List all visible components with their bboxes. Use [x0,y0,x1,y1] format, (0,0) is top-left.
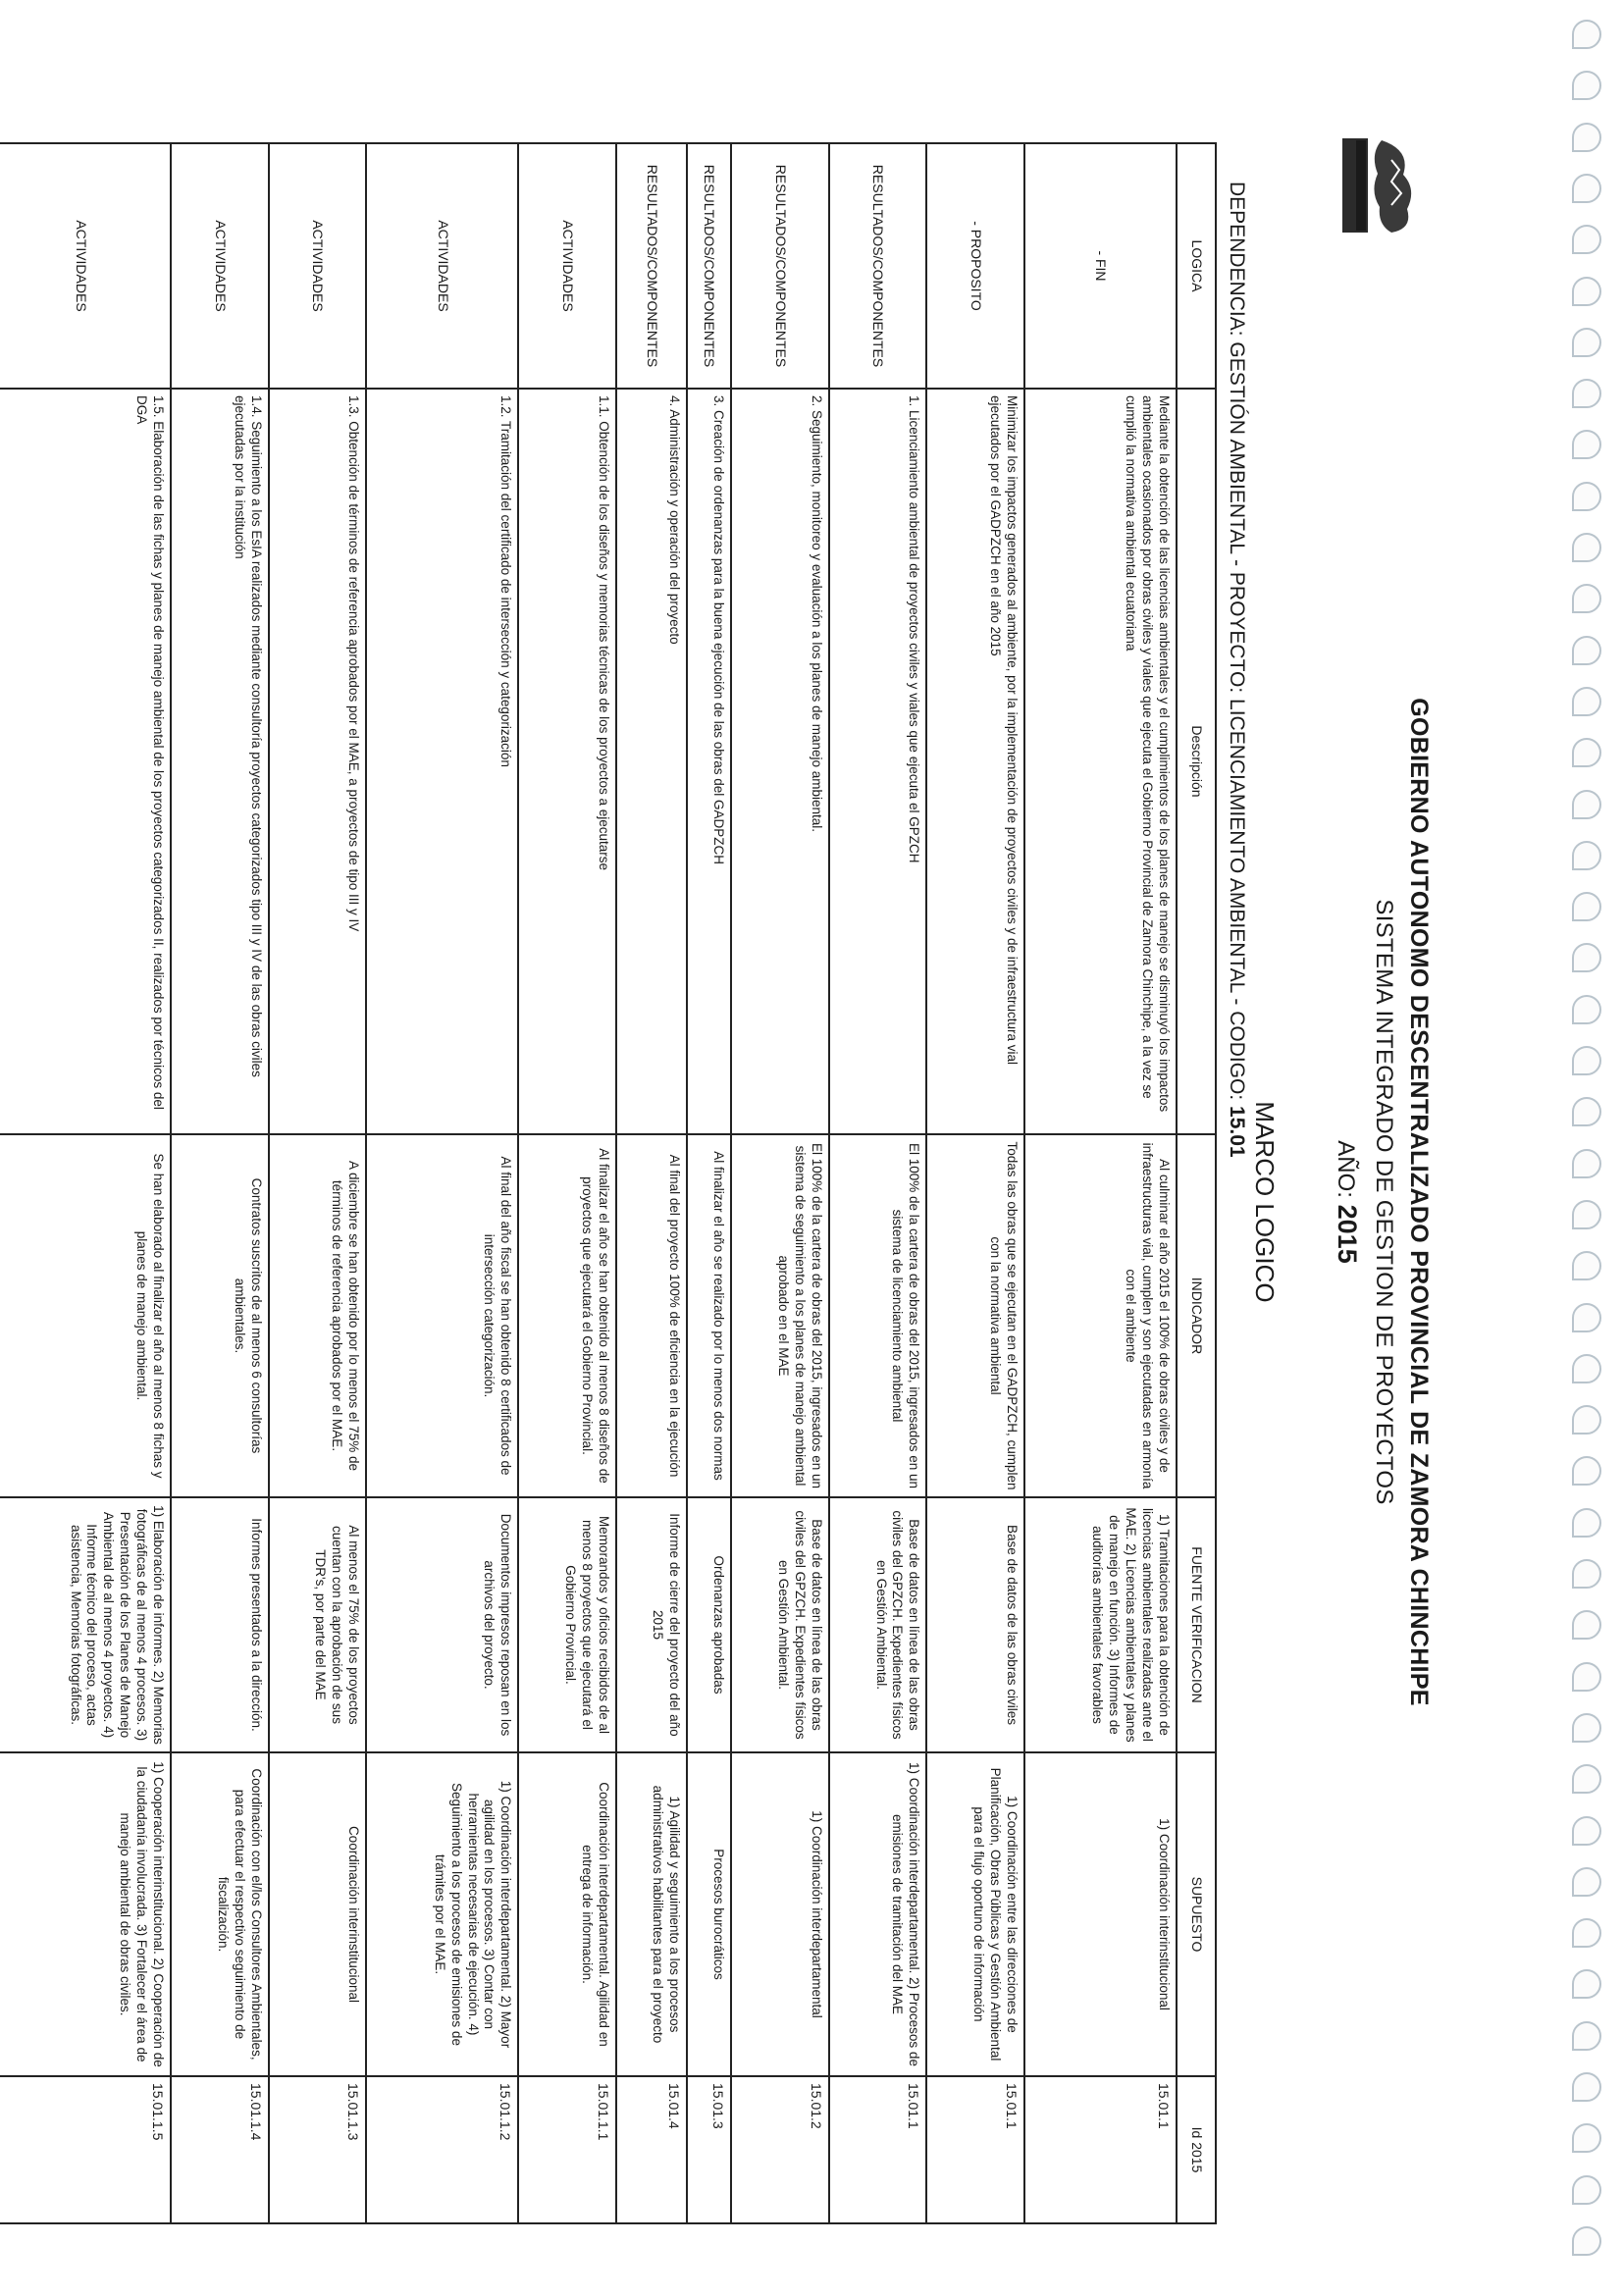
binding-hole [1572,1303,1601,1332]
cell-descripcion: 1.2. Tramitación del certificado de intersección y categorización [366,389,518,1134]
binding-hole [1572,892,1601,921]
cell-fuente: Informes presentados a la dirección. [171,1497,269,1752]
dependencia-text: DEPENDENCIA: GESTIÓN AMBIENTAL - PROYECTO: LICENCIAMIENTO AMBIENTAL - CODIGO: [1226,182,1248,1107]
binding-hole [1572,636,1601,665]
cell-indicador: Todas las obras que se ejecutan en el GADPZCH, cumplen con la normativa ambiental [926,1134,1024,1497]
table-row [0,143,171,2223]
cell-id: 15.01.1.4 [171,2076,269,2223]
cell-logica: ACTIVIDADES [518,143,616,389]
page-subtitle: SISTEMA INTEGRADO DE GESTION DE PROYECTOS [1371,899,1397,1505]
cell-descripcion: 4. Administración y operación del proyecto [616,389,687,1134]
cell-logica: RESULTADOS/COMPONENTES [731,143,829,389]
binding-hole [1572,1713,1601,1743]
cell-descripcion: 1.3. Obtención de términos de referencia aprobados por el MAE, a proyectos de tipo III y IV [269,389,367,1134]
cell-id: 15.01.1.2 [366,2076,518,2223]
cell-supuesto: Coordinación con el/los Consultores Ambientales, para efectuar el respectivo seguimiento de fiscalización. [171,1752,269,2076]
cell-indicador: Al final del proyecto 100% de eficiencia en la ejecución [616,1134,687,1497]
binding-hole [1572,1405,1601,1435]
cell-id: 15.01.1.1 [518,2076,616,2223]
binding-hole [1572,174,1601,203]
cell-id: 15.01.2 [731,2076,829,2223]
binding-hole [1572,1149,1601,1178]
binding-hole [1572,995,1601,1024]
binding-hole [1572,379,1601,408]
cell-indicador: Se han elaborado al finalizar el año al menos 8 fichas y planes de manejo ambiental. [0,1134,171,1497]
binding-hole [1572,328,1601,357]
binding-hole [1572,482,1601,511]
binding-hole [1572,71,1601,100]
binding-hole [1572,738,1601,767]
cell-indicador: Al culminar el año 2015 el 100% de obras civiles y de infraestructuras vial, cumplen y son ejecutadas en armonía con el ambiente [1024,1134,1177,1497]
year-line [1332,123,1362,2281]
binding-hole [1572,225,1601,254]
cell-supuesto: Procesos burocráticos [687,1752,731,2076]
cell-supuesto: 1) Coordinación entre las direcciones de Planificación, Obras Públicas y Gestión Ambiental para el flujo oportuno de información [926,1752,1024,2076]
cell-indicador: Contratos suscritos de al menos 6 consultorías ambientales. [171,1134,269,1497]
cell-descripcion: 1.4. Seguimiento a los EsIA realizados mediante consultoría proyectos categorizados tipo III y IV de las obras civiles ejecutadas por la institución [171,389,269,1134]
cell-supuesto: 1) Cooperación interinstitucional. 2) Cooperación de la ciudadanía involucrada. 3) Fortalecer el área de manejo ambiental de obras civiles. [0,1752,171,2076]
cell-descripcion: 2. Seguimiento, monitoreo y evaluación a los planes de manejo ambiental. [731,389,829,1134]
cell-logica: ACTIVIDADES [269,143,367,389]
landscape-sheet [0,123,1442,2281]
table-row [366,143,518,2223]
cell-supuesto: Coordinación interdepartamental. Agilidad en entrega de información. [518,1752,616,2076]
cell-logica: - FIN [1024,143,1177,389]
binding-hole [1572,943,1601,972]
cell-id: 15.01.1.3 [269,2076,367,2223]
cell-fuente: Base de datos en línea de las obras civiles del GPZCH. Expedientes físicos en Gestión Ambiental. [731,1497,829,1752]
column-header: Descripción [1177,389,1216,1134]
binding-hole [1572,2072,1601,2102]
cell-indicador: A diciembre se han obtenido por lo menos el 75% de términos de referencia aprobados por el MAE. [269,1134,367,1497]
cell-fuente: Informe de cierre del proyecto del año 2015 [616,1497,687,1752]
table-row [171,143,269,2223]
table-row [926,143,1024,2223]
cell-fuente: 1) Tramitaciones para la obtención de licencias ambientales realizadas ante el MAE. 2) Licencias ambientales y planes de manejo en función. 3) Informes de auditorías ambientales favorables [1024,1497,1177,1752]
binding-hole [1572,430,1601,459]
cell-id: 15.01.4 [616,2076,687,2223]
table-row [829,143,927,2223]
binding-hole [1572,2021,1601,2051]
column-header: LOGICA [1177,143,1216,389]
cell-logica: RESULTADOS/COMPONENTES [687,143,731,389]
table-row [269,143,367,2223]
binding-hole [1572,1610,1601,1640]
cell-indicador: Al finalizar el año se realizado por lo menos dos normas [687,1134,731,1497]
column-header: INDICADOR [1177,1134,1216,1497]
cell-id: 15.01.1.5 [0,2076,171,2223]
binding-hole [1572,1764,1601,1794]
column-header: FUENTE VERIFICACION [1177,1497,1216,1752]
cell-logica: RESULTADOS/COMPONENTES [616,143,687,389]
cell-id: 15.01.3 [687,2076,731,2223]
binding-hole [1572,2226,1601,2256]
codigo-value: 15.01 [1226,1106,1248,1158]
cell-logica: RESULTADOS/COMPONENTES [829,143,927,389]
section-title: MARCO LOGICO [1250,1101,1280,1303]
binding-hole [1572,841,1601,870]
binding-hole [1572,2175,1601,2205]
table-row [1024,143,1177,2223]
table-row [687,143,731,2223]
cell-fuente: Documentos impresos reposan en los archivos del proyecto. [366,1497,518,1752]
cell-id: 15.01.1 [926,2076,1024,2223]
table-row [731,143,829,2223]
table-row [518,143,616,2223]
binding-hole [1572,1559,1601,1589]
cell-supuesto: 1) Coordinación interdepartamental. 2) Mayor agilidad en los procesos. 3) Contar con herramientas necesarias de ejecución. 4) Seguimiento a los procesos de emisiones de trámites por el MAE. [366,1752,518,2076]
cell-descripcion: Minimizar los impactos generados al ambiente, por la implementación de proyectos civiles y de infraestructura vial ejecutados por el GADPZCH en el año 2015 [926,389,1024,1134]
binding-hole [1572,1046,1601,1075]
cell-descripcion: 1.1. Obtención de los diseños y memorias técnicas de los proyectos a ejecutarse [518,389,616,1134]
page-title: GOBIERNO AUTONOMO DESCENTRALIZADO PROVINCIAL DE ZAMORA CHINCHIPE [1405,698,1433,1706]
binding-hole [1572,790,1601,819]
cell-descripcion: Mediante la obtención de las licencias ambientales y el cumplimientos de los planes de manejo se disminuyó los impactos ambientales ocasionados por obras civiles y viales que ejecuta el Gobierno Provincial de Zamora Chinchipe, a la vez se cumplió la normativa ambiental ecuatoriana [1024,389,1177,1134]
cell-descripcion: 3. Creación de ordenanzas para la buena ejecución de las obras del GADPZCH [687,389,731,1134]
cell-indicador: Al final del año fiscal se han obtenido 8 certificados de intersección categorización. [366,1134,518,1497]
binding-hole [1572,1816,1601,1846]
dependencia-line [1225,182,1248,1158]
column-header: SUPUESTO [1177,1752,1216,2076]
binding-hole [1572,2123,1601,2153]
cell-descripcion: 1.5. Elaboración de las fichas y planes de manejo ambiental de los proyectos categorizados II, realizados por técnicos del DGA [0,389,171,1134]
binding-hole [1572,1918,1601,1948]
year-label: AÑO: [1333,1140,1359,1198]
cell-id: 15.01.1 [1024,2076,1177,2223]
cell-fuente: Base de datos en línea de las obras civiles del GPZCH. Expedientes físicos en Gestión Ambiental. [829,1497,927,1752]
cell-fuente: Memorandos y oficios recibidos de al menos 8 proyectos que ejecutará el Gobierno Provincial. [518,1497,616,1752]
binding-hole [1572,277,1601,306]
cell-logica: ACTIVIDADES [366,143,518,389]
table-body [0,143,1177,2223]
cell-fuente: Ordenanzas aprobadas [687,1497,731,1752]
column-header: Id 2015 [1177,2076,1216,2223]
binding-hole [1572,20,1601,49]
cell-indicador: El 100% de la cartera de obras del 2015, ingresados en un sistema de seguimiento a los planes de manejo ambiental aprobado en el MAE [731,1134,829,1497]
cell-fuente: Base de datos de las obras civiles [926,1497,1024,1752]
cell-fuente: 1) Elaboración de informes. 2) Memorias fotográficas de al menos 4 procesos. 3) Presentación de los Planes de Manejo Ambiental de al menos 4 proyectos. 4) Informe técnico del proceso, actas asistencia, Memorias fotográficas. [0,1497,171,1752]
binding-hole [1572,584,1601,613]
cell-indicador: Al finalizar el año se han obtenido al menos 8 diseños de proyectos que ejecutará el Gobierno Provincial. [518,1134,616,1497]
spiral-binding [1572,20,1605,2276]
binding-hole [1572,1200,1601,1229]
binding-hole [1572,1456,1601,1486]
binding-hole [1572,1354,1601,1383]
binding-hole [1572,687,1601,716]
table-row [616,143,687,2223]
binding-hole [1572,1251,1601,1280]
binding-hole [1572,1867,1601,1897]
table-header-row [1177,143,1216,2223]
marco-logico-table [0,142,1217,2224]
binding-hole [1572,1508,1601,1538]
cell-indicador: El 100% de la cartera de obras del 2015, ingresados en un sistema de licenciamiento ambiental [829,1134,927,1497]
cell-supuesto: 1) Coordinación interdepartamental [731,1752,829,2076]
binding-hole [1572,123,1601,152]
binding-hole [1572,1969,1601,1999]
binding-hole [1572,533,1601,562]
cell-logica: ACTIVIDADES [171,143,269,389]
year-value: 2015 [1333,1204,1362,1264]
cell-supuesto: Coordinación interinstitucional [269,1752,367,2076]
cell-supuesto: 1) Agilidad y seguimiento a los procesos administrativos habilitantes para el proyecto [616,1752,687,2076]
cell-logica: - PROPOSITO [926,143,1024,389]
cell-logica: ACTIVIDADES [0,143,171,389]
cell-descripcion: 1. Licenciamiento ambiental de proyectos civiles y viales que ejecuta el GPZCH [829,389,927,1134]
binding-hole [1572,1662,1601,1692]
cell-supuesto: 1) Coordinación interinstitucional [1024,1752,1177,2076]
binding-hole [1572,1097,1601,1126]
cell-fuente: Al menos el 75% de los proyectos cuentan con la aprobación de sus TDR's, por parte del MAE [269,1497,367,1752]
cell-supuesto: 1) Coordinación interdepartamental. 2) Procesos de emisiones de tramitación del MAE [829,1752,927,2076]
cell-id: 15.01.1 [829,2076,927,2223]
